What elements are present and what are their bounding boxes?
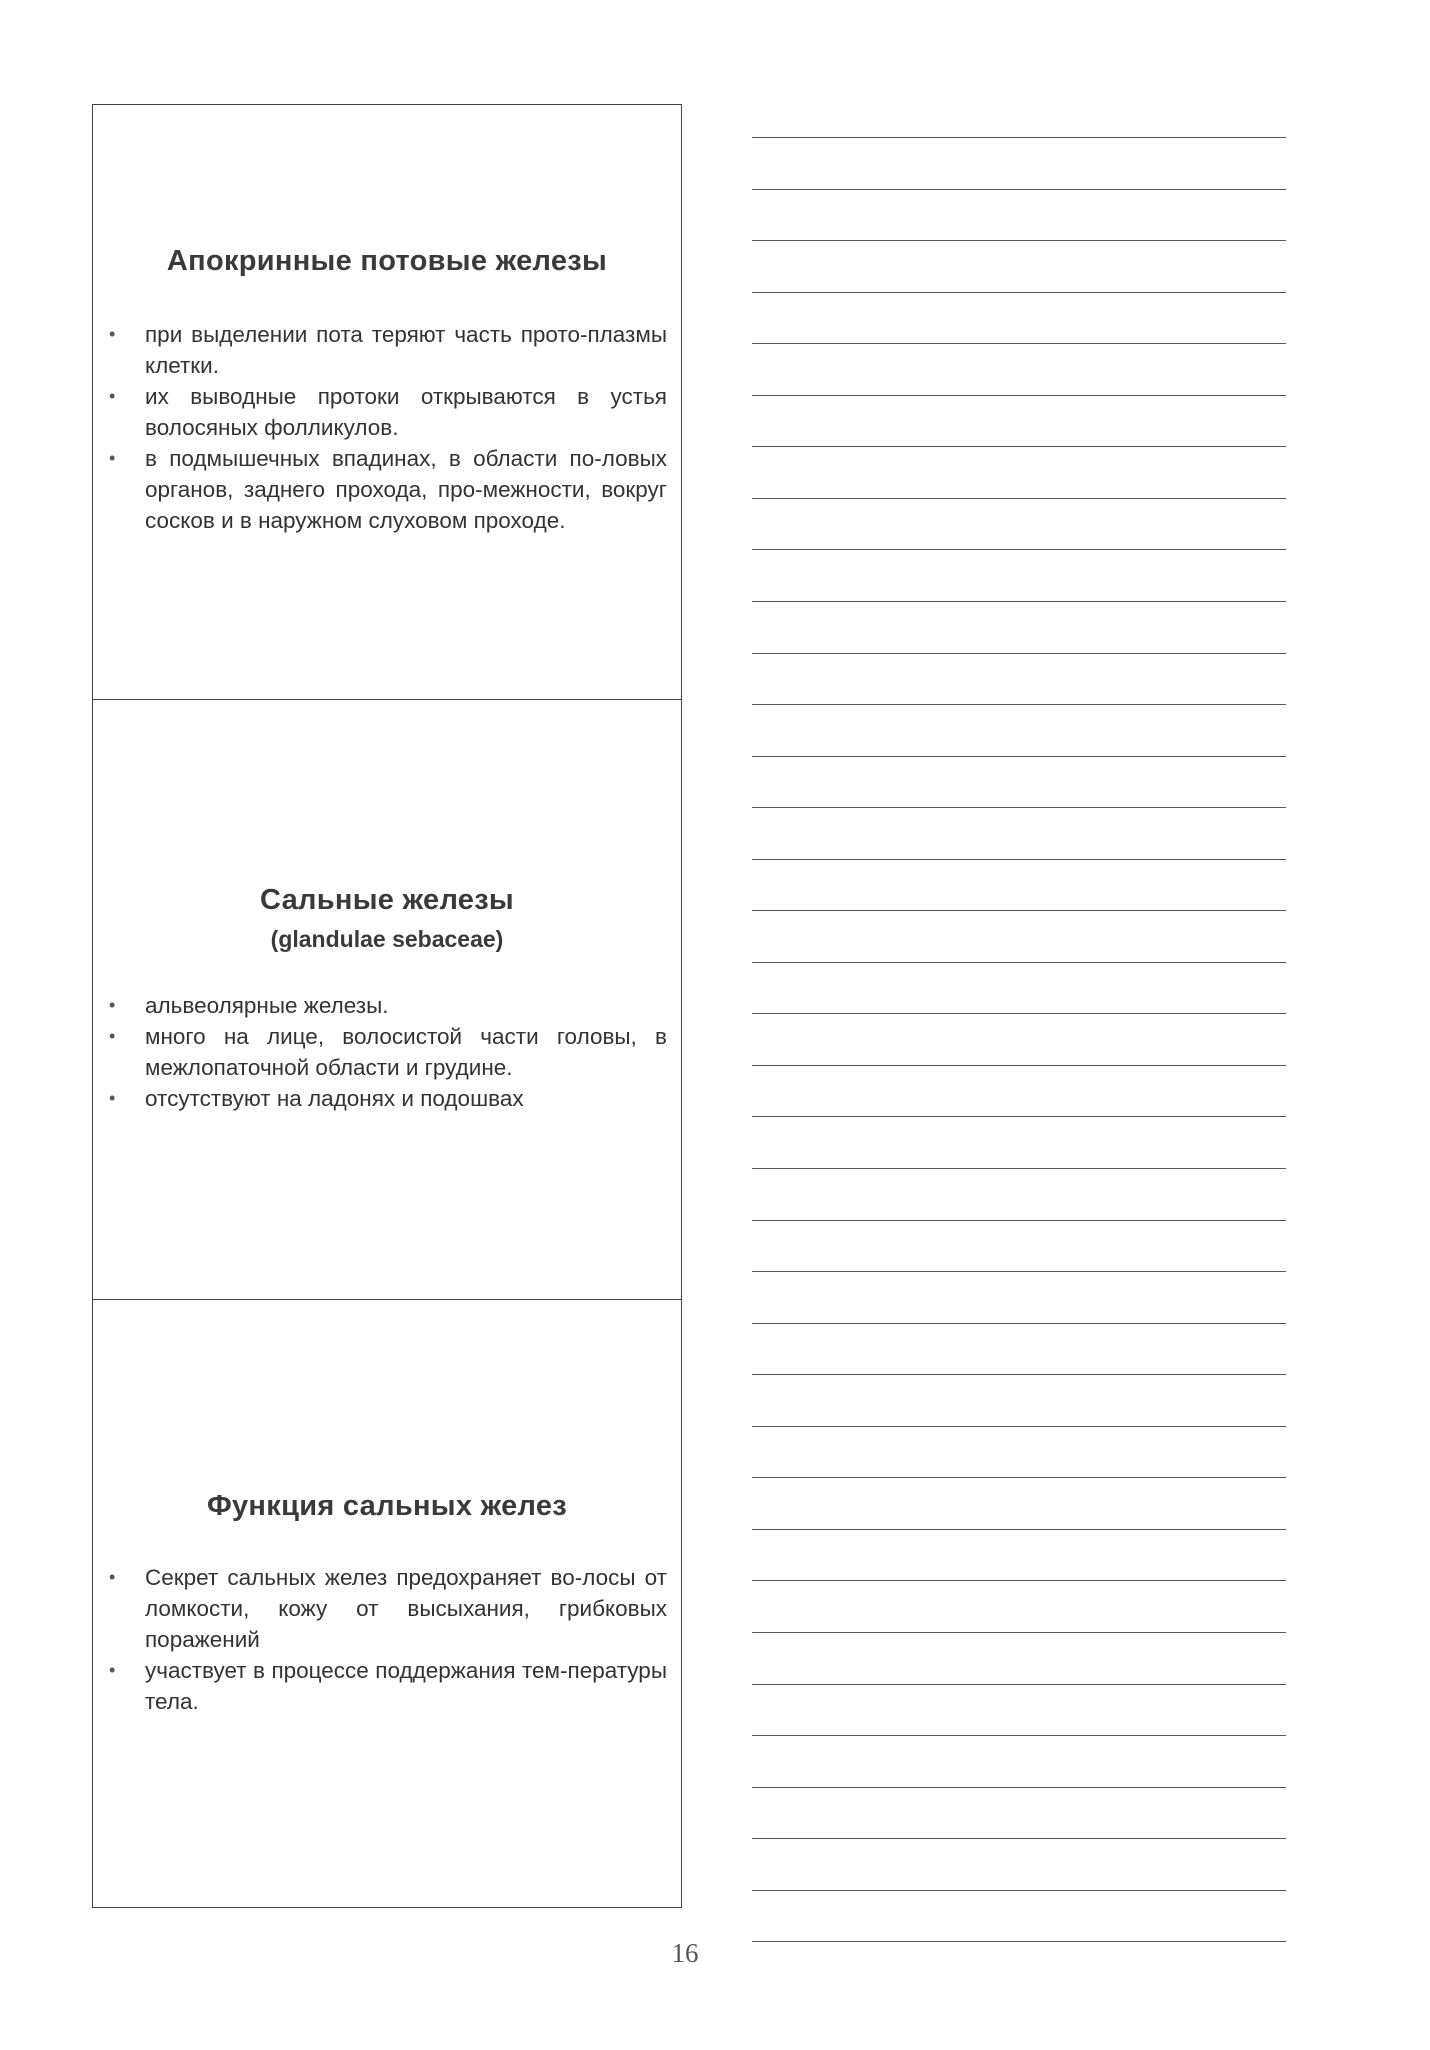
section-sebaceous-function bbox=[92, 1300, 682, 1908]
list-item: • альвеолярные железы. bbox=[107, 990, 667, 1021]
note-line bbox=[752, 1787, 1286, 1788]
note-line bbox=[752, 1426, 1286, 1427]
bullet-icon: • bbox=[109, 1567, 116, 1587]
note-line bbox=[752, 1529, 1286, 1530]
bullet-icon: • bbox=[109, 324, 116, 344]
section-title: Функция сальных желез bbox=[206, 1490, 568, 1522]
list-item: • при выделении пота теряют часть прото-плазмы клетки. bbox=[107, 319, 667, 381]
section-apocrine-glands bbox=[92, 104, 682, 700]
bullet-list bbox=[107, 990, 667, 1114]
note-line bbox=[752, 1013, 1286, 1014]
note-line bbox=[752, 189, 1286, 190]
note-lines-area bbox=[752, 0, 1286, 2050]
note-line bbox=[752, 292, 1286, 293]
note-line bbox=[752, 395, 1286, 396]
list-item: • отсутствуют на ладонях и подошвах bbox=[107, 1083, 667, 1114]
bullet-icon: • bbox=[109, 1088, 116, 1108]
note-line bbox=[752, 962, 1286, 963]
note-line bbox=[752, 343, 1286, 344]
note-line bbox=[752, 1374, 1286, 1375]
note-line bbox=[752, 1477, 1286, 1478]
note-line bbox=[752, 653, 1286, 654]
bullet-list bbox=[107, 319, 667, 536]
bullet-icon: • bbox=[109, 995, 116, 1015]
section-subtitle: (glandulae sebaceae) bbox=[270, 926, 504, 952]
bullet-list bbox=[107, 1562, 667, 1717]
bullet-icon: • bbox=[109, 448, 116, 468]
note-line bbox=[752, 704, 1286, 705]
page-number: 16 bbox=[671, 1938, 699, 1968]
section-sebaceous-glands bbox=[92, 700, 682, 1300]
note-line bbox=[752, 446, 1286, 447]
note-line bbox=[752, 756, 1286, 757]
note-line bbox=[752, 1580, 1286, 1581]
list-item: • участвует в процессе поддержания тем-пературы тела. bbox=[107, 1655, 667, 1717]
note-line bbox=[752, 498, 1286, 499]
note-line bbox=[752, 1890, 1286, 1891]
note-line bbox=[752, 1684, 1286, 1685]
note-line bbox=[752, 1271, 1286, 1272]
bullet-icon: • bbox=[109, 1026, 116, 1046]
note-line bbox=[752, 1632, 1286, 1633]
note-line bbox=[752, 1065, 1286, 1066]
section-title: Апокринные потовые железы bbox=[166, 245, 608, 277]
list-item: • много на лице, волосистой части головы, в межлопаточной области и грудине. bbox=[107, 1021, 667, 1083]
note-line bbox=[752, 1168, 1286, 1169]
list-item: • их выводные протоки открываются в устья волосяных фолликулов. bbox=[107, 381, 667, 443]
note-line bbox=[752, 1735, 1286, 1736]
bullet-icon: • bbox=[109, 386, 116, 406]
note-line bbox=[752, 1323, 1286, 1324]
bullet-icon: • bbox=[109, 1660, 116, 1680]
note-line bbox=[752, 1838, 1286, 1839]
list-item: • в подмышечных впадинах, в области по-ловых органов, заднего прохода, про-межности, вокруг сосков и в наружном слуховом проходе. bbox=[107, 443, 667, 536]
note-line bbox=[752, 859, 1286, 860]
note-line bbox=[752, 807, 1286, 808]
section-title: Сальные железы bbox=[260, 884, 514, 916]
note-line bbox=[752, 240, 1286, 241]
note-line bbox=[752, 549, 1286, 550]
note-line bbox=[752, 1116, 1286, 1117]
note-line bbox=[752, 910, 1286, 911]
note-line bbox=[752, 1220, 1286, 1221]
note-line bbox=[752, 601, 1286, 602]
list-item: • Секрет сальных желез предохраняет во-лосы от ломкости, кожу от высыхания, грибковых поражений bbox=[107, 1562, 667, 1655]
note-line bbox=[752, 137, 1286, 138]
